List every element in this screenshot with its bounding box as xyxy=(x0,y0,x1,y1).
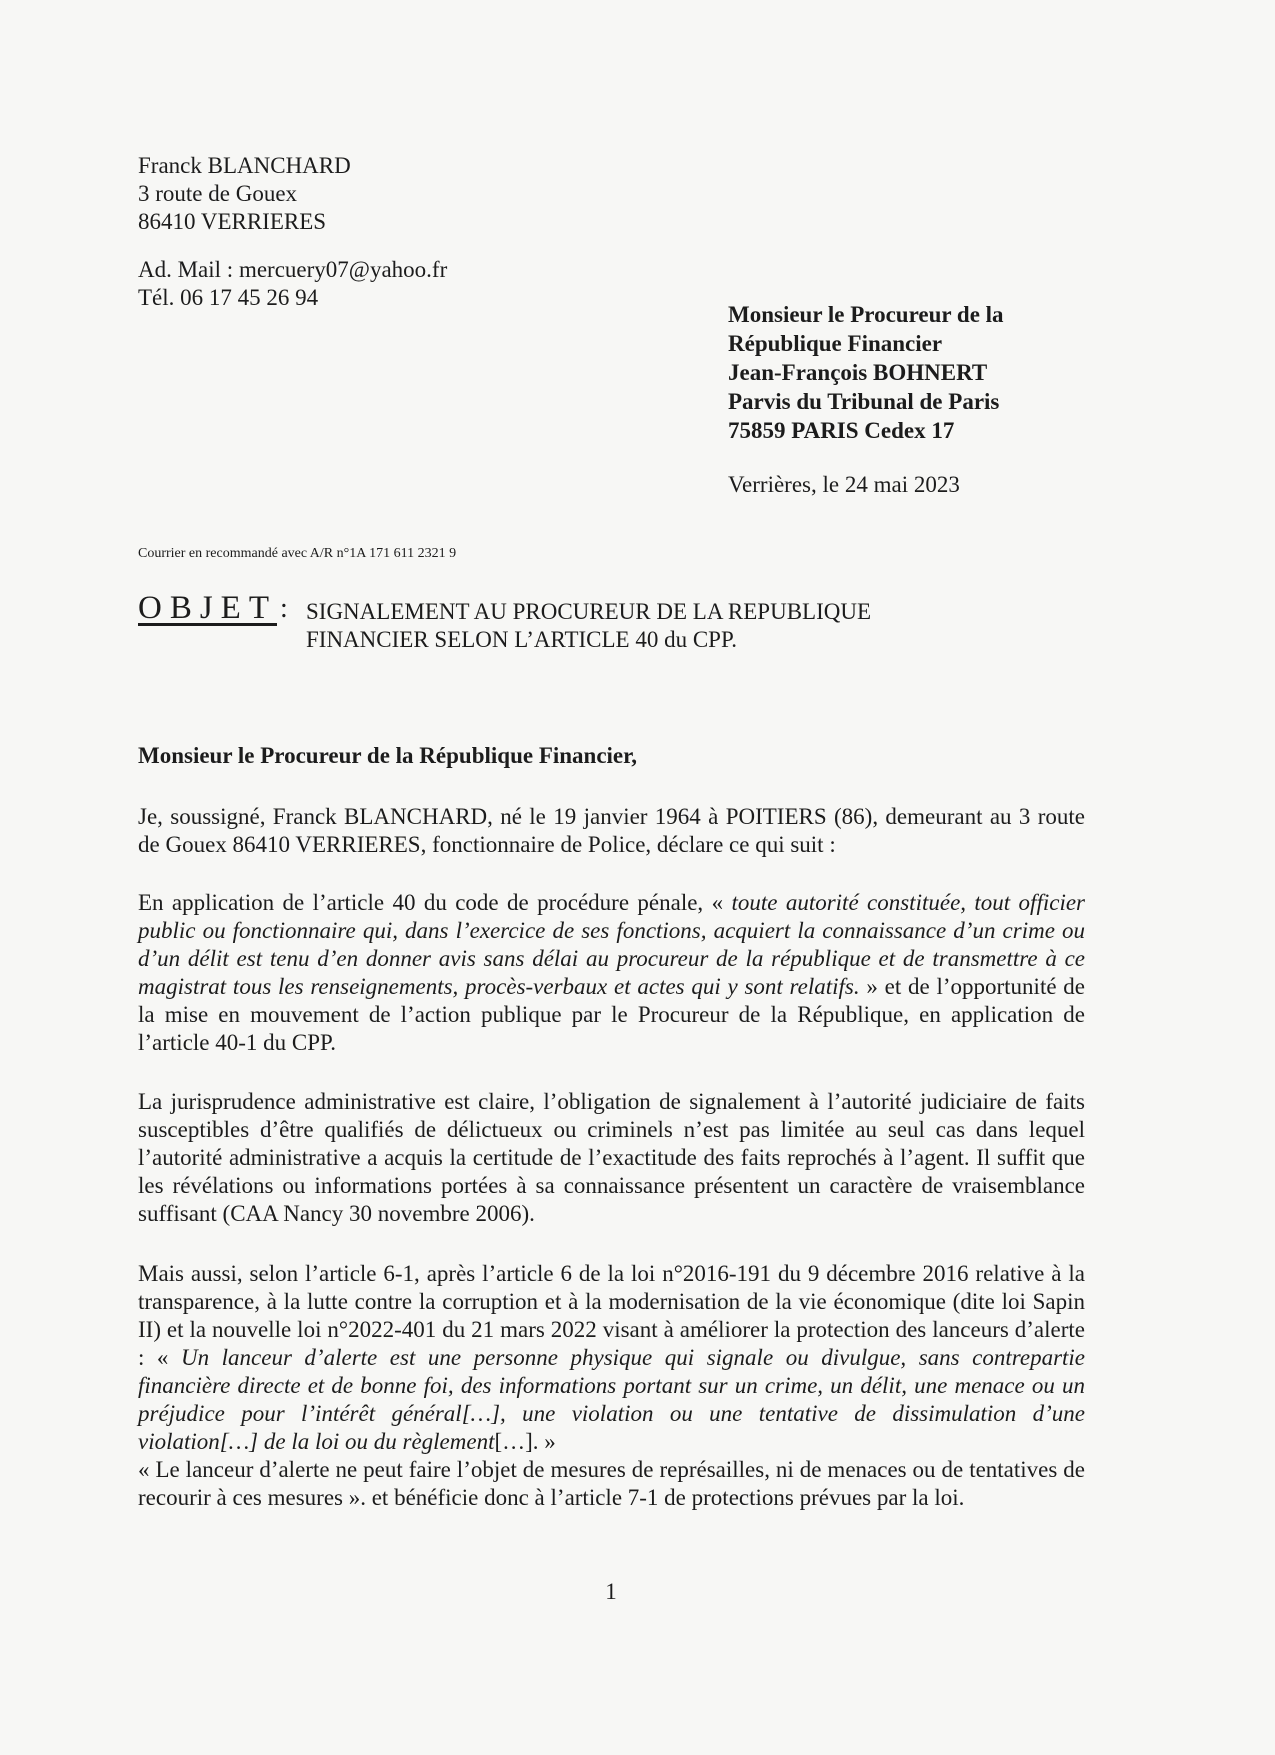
paragraph-whistleblower xyxy=(138,1260,1085,1512)
subject-colon: : xyxy=(280,593,288,624)
recipient-line: Jean-François BOHNERT xyxy=(728,360,988,385)
text-run: En application de l’article 40 du code de procédure pénale, « xyxy=(138,890,732,915)
salutation: Monsieur le Procureur de la République Financier, xyxy=(138,743,637,768)
page-number: 1 xyxy=(605,1579,617,1604)
recipient-line: Monsieur le Procureur de la xyxy=(728,302,1004,327)
recipient-line: 75859 PARIS Cedex 17 xyxy=(728,418,955,443)
recipient-block xyxy=(728,300,1004,445)
paragraph-identity: Je, soussigné, Franck BLANCHARD, né le 19 janvier 1964 à POITIERS (86), demeurant au 3 route de Gouex 86410 VERRIERES, fonctionnaire de Police, déclare ce qui suit : xyxy=(138,804,1085,857)
sender-phone: Tél. 06 17 45 26 94 xyxy=(138,285,319,310)
sender-name: Franck BLANCHARD xyxy=(138,153,351,178)
letter-date: Verrières, le 24 mai 2023 xyxy=(728,472,960,497)
paragraph-article-40 xyxy=(138,889,1085,1057)
sender-email: Ad. Mail : mercuery07@yahoo.fr xyxy=(138,257,448,282)
text-run: Mais aussi, selon l’article 6-1, après l’article 6 de la loi n°2016-191 du 9 décembre 2016 relative à la transparence, à la lutte contre la corruption et à la modernisation de la vie économique (dite loi Sapin II) et la nouvelle loi n°2022-401 du 21 mars 2022 visant à améliorer la protection des lanceurs d’alerte : « xyxy=(138,1261,1085,1370)
recipient-line: République Financier xyxy=(728,331,943,356)
text-run: […]. » xyxy=(494,1429,556,1454)
quoted-text: toute autorité constituée, tout officier public ou fonctionnaire qui, dans l’exercice de ses fonctions, acquiert la connaissance d’un crime ou d’un délit est tenu d’en donner avis sans délai au procureur de la république et de transmettre à ce magistrat tous les renseignements, procès-verbaux et actes qui y sont relatifs. xyxy=(138,890,1085,999)
quoted-text: Un lanceur d’alerte est une personne physique qui signale ou divulgue, sans contrepartie financière directe et de bonne foi, des informations portant sur un crime, un délit, une menace ou un préjudice pour l’intérêt général[…], une violation ou une tentative de dissimulation d’une violation[…] de la loi ou du règlement xyxy=(138,1345,1086,1454)
subject-text xyxy=(306,598,871,654)
text-run: » et de l’opportunité de la mise en mouvement de l’action publique par le Procureur de la République, en application de l’article 40-1 du CPP. xyxy=(138,974,1086,1055)
recipient-line: Parvis du Tribunal de Paris xyxy=(728,389,1000,414)
subject-line: FINANCIER SELON L’ARTICLE 40 du CPP. xyxy=(306,627,737,652)
subject-line: SIGNALEMENT AU PROCUREUR DE LA REPUBLIQUE xyxy=(306,599,872,624)
sender-city: 86410 VERRIERES xyxy=(138,209,327,234)
subject-label: OBJET xyxy=(138,590,277,626)
paragraph-jurisprudence: La jurisprudence administrative est claire, l’obligation de signalement à l’autorité judiciaire de faits susceptibles d’être qualifiés de délictueux ou criminels n’est pas limitée au seul cas dans lequel l’autorité administrative a acquis la certitude de l’exactitude des faits reprochés à l’agent. Il suffit que les révélations ou informations portées à sa connaissance présentent un caractère de vraisemblance suffisant (CAA Nancy 30 novembre 2006). xyxy=(138,1089,1085,1226)
sender-block xyxy=(138,152,447,312)
registered-mail-note: Courrier en recommandé avec A/R n°1A 171 611 2321 9 xyxy=(138,546,457,561)
sender-street: 3 route de Gouex xyxy=(138,181,298,206)
text-run: « Le lanceur d’alerte ne peut faire l’objet de mesures de représailles, ni de menaces ou de tentatives de recourir à ces mesures ». et bénéficie donc à l’article 7-1 de protections prévues par la loi. xyxy=(138,1457,1085,1510)
